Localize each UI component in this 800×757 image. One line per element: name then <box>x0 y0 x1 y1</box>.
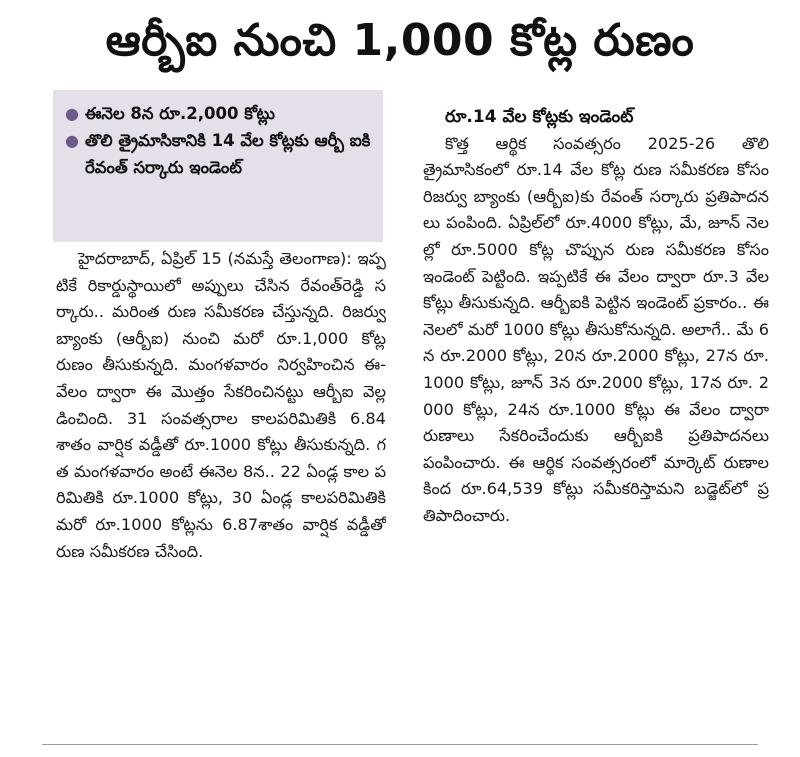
right-column-subheading: రూ.14 వేల కోట్లకు ఇండెంట్ <box>445 107 634 127</box>
highlights-box <box>53 90 383 242</box>
highlight-text: ఈనెల 8న రూ.2,000 కోట్లు <box>85 104 275 123</box>
bullet-icon: ● <box>65 131 79 150</box>
right-column-body: కొత్త ఆర్థిక సంవత్సరం 2025-26 తొలి త్రైమాసికంలో రూ.14 వేల కోట్ల రుణ సమీకరణ కోసం రిజర్వు బ్యాంకు (ఆర్బీఐ)కు రేవంత్ సర్కారు ప్రతిపాదనలు పంపింది. ఏప్రిల్‌లో రూ.4000 కోట్లు, మే, జూన్ నెలల్లో రూ.5000 కోట్ల చొప్పున రుణ సమీకరణ కోసం ఇండెంట్ పెట్టింది. ఇప్పటికే ఈ వేలం ద్వారా రూ.3 వేల కోట్లు తీసుకున్నది. ఆర్బీఐకి పెట్టిన ఇండెంట్ ప్రకారం.. ఈ నెలలో మరో 1000 కోట్లు తీసుకోనున్నది. అలాగే.. మే 6న రూ.2000 కోట్లు, 20న రూ.2000 కోట్లు, 27న రూ.1000 కోట్లు, జూన్ 3న రూ.2000 కోట్లు, 17న రూ. 2000 కోట్లు, 24న రూ.1000 కోట్లు ఈ వేలం ద్వారా రుణాలు సేకరించేందుకు ఆర్బీఐకి ప్రతిపాదనలు పంపించారు. ఈ ఆర్థిక సంవత్సరంలో మార్కెట్ రుణాల కింద రూ.64,539 కోట్లు సమీకరిస్తామని బడ్జెట్‌లో ప్రతిపాదించారు. <box>423 133 769 525</box>
bullet-icon: ● <box>65 104 79 123</box>
bottom-divider <box>42 744 758 745</box>
highlight-item <box>61 127 375 181</box>
headline: ఆర్బీఐ నుంచి 1,000 కోట్ల రుణం <box>105 15 695 66</box>
highlight-text: తొలి త్రైమాసికానికి 14 వేల కోట్లకు ఆర్బీ ఐకి రేవంత్ సర్కారు ఇండెంట్ <box>85 131 371 177</box>
right-column <box>423 104 769 732</box>
highlight-item <box>61 100 375 127</box>
left-column-body: హైదరాబాద్, ఏప్రిల్ 15 (నమస్తే తెలంగాణ): ఇప్పటికే రికార్డుస్థాయిలో అప్పులు చేసిన రేవంత్‌రెడ్డి సర్కారు.. మరింత రుణ సమీకరణ చేస్తున్నది. రిజర్వు బ్యాంకు (ఆర్బీఐ) నుంచి మరో రూ.1,000 కోట్ల రుణం తీసుకున్నది. మంగళవారం నిర్వహించిన ఈ- వేలం ద్వారా ఈ మొత్తం సేకరించినట్టు ఆర్బీఐ వెల్లడించింది. 31 సంవత్సరాల కాలపరిమితికి 6.84శాతం వార్షిక వడ్డీతో రూ.1000 కోట్లు తీసుకున్నది. గత మంగళవారం అంటే ఈనెల 8న.. 22 ఏండ్ల కాల పరిమితికి రూ.1000 కోట్లు, 30 ఏండ్ల కాలపరిమితికి మరో రూ.1000 కోట్లను 6.87శాతం వార్షిక వడ్డీతో రుణ సమీకరణ చేసింది. <box>56 249 386 561</box>
left-column <box>56 246 386 732</box>
